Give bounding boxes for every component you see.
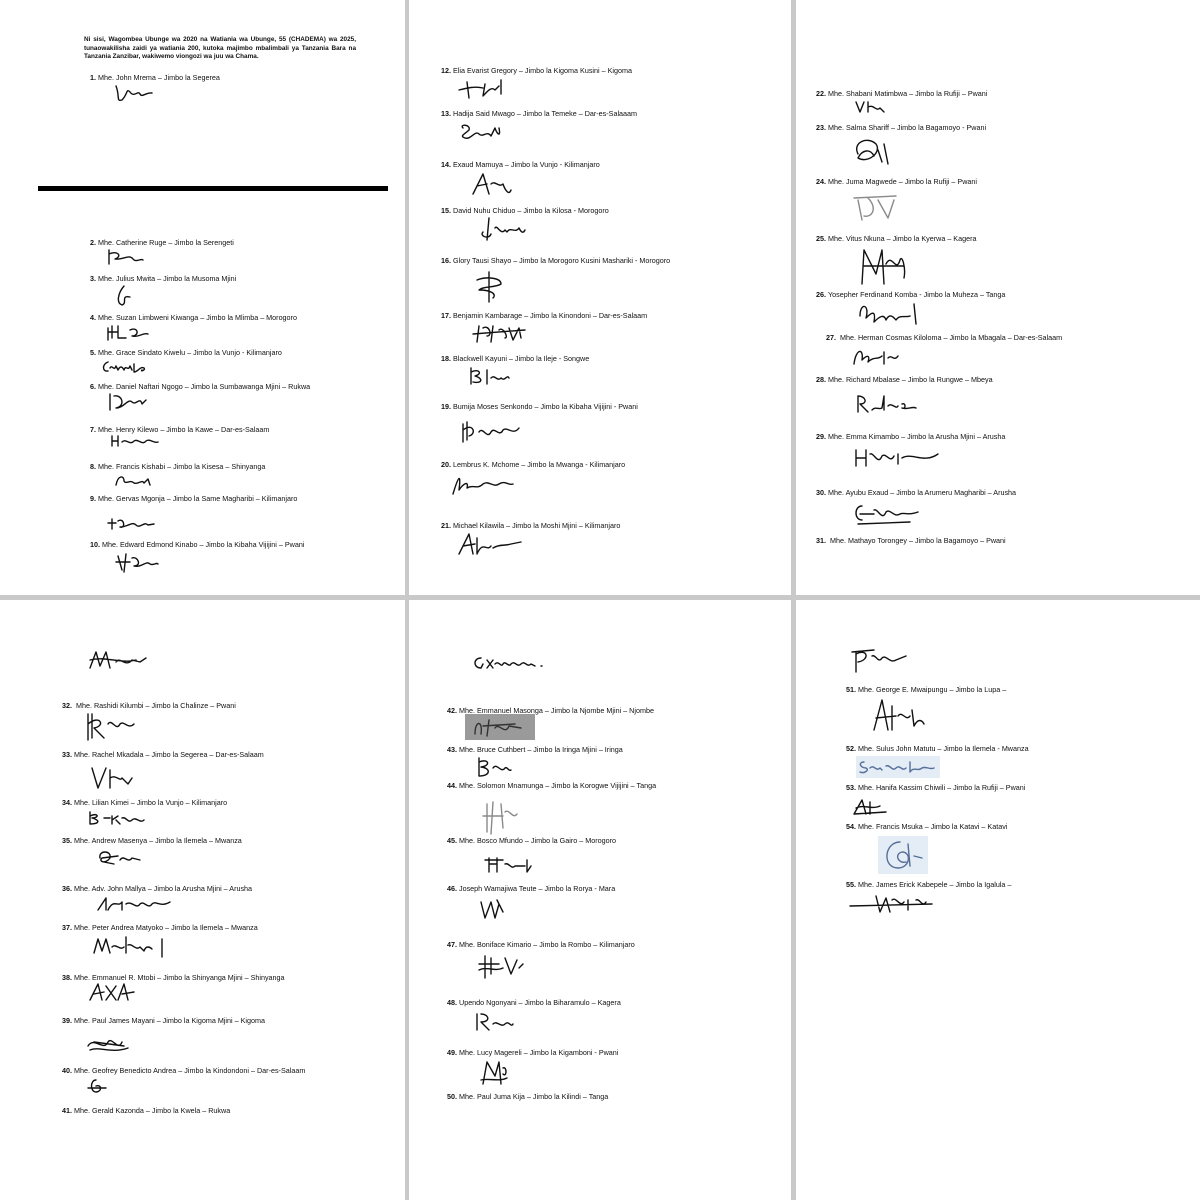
- signature-image: [868, 696, 928, 736]
- signature-image: [848, 344, 904, 368]
- signature-image: [465, 714, 535, 740]
- signatory-entry: 12. Elia Evarist Gregory – Jimbo la Kigoma Kusini – Kigoma: [441, 66, 632, 75]
- signatory-entry: 36. Mhe. Adv. John Mallya – Jimbo la Arusha Mjini – Arusha: [62, 884, 253, 893]
- signature-image: [475, 952, 527, 982]
- signatory-entry: 28. Mhe. Richard Mbalase – Jimbo la Rungwe – Mbeya: [816, 375, 993, 384]
- signatory-entry: 31. Mhe. Mathayo Torongey – Jimbo la Bagamoyo – Pwani: [816, 536, 1006, 545]
- signatory-entry: 10. Mhe. Edward Edmond Kinabo – Jimbo la Kibaha Vijijini – Pwani: [90, 540, 305, 549]
- document-page-6: [796, 600, 1200, 1200]
- signature-image: [471, 652, 551, 672]
- signature-image: [100, 356, 150, 376]
- signatory-entry: 18. Blackwell Kayuni – Jimbo la Ileje - Songwe: [441, 354, 590, 363]
- signatory-entry: 5. Mhe. Grace Sindato Kiwelu – Jimbo la Vunjo - Kilimanjaro: [90, 348, 282, 357]
- signature-image: [856, 244, 910, 290]
- signatory-entry: 15. David Nuhu Chiduo – Jimbo la Kilosa - Morogoro: [441, 206, 609, 215]
- signature-image: [878, 836, 928, 874]
- signature-image: [846, 890, 938, 916]
- signatory-entry: 49. Mhe. Lucy Magereli – Jimbo la Kigamboni - Pwani: [447, 1048, 619, 1057]
- signatory-entry: 24. Mhe. Juma Magwede – Jimbo la Rufiji – Pwani: [816, 177, 978, 186]
- signature-image: [852, 500, 922, 528]
- signatory-entry: 22. Mhe. Shabani Matimbwa – Jimbo la Rufiji – Pwani: [816, 89, 988, 98]
- signature-image: [483, 854, 539, 876]
- signature-image: [477, 214, 527, 244]
- signatory-entry: 30. Mhe. Ayubu Exaud – Jimbo la Arumeru Magharibi – Arusha: [816, 488, 1017, 497]
- document-page-4: [0, 600, 405, 1200]
- signatory-entry: 45. Mhe. Bosco Mfundo – Jimbo la Gairo – Morogoro: [447, 836, 617, 845]
- signature-image: [84, 1032, 134, 1058]
- signatory-entry: 35. Mhe. Andrew Masenya – Jimbo la Ilemela – Mwanza: [62, 836, 242, 845]
- signature-image: [856, 298, 922, 328]
- signatory-entry: 54. Mhe. Francis Msuka – Jimbo la Katavi – Katavi: [846, 822, 1008, 831]
- signature-image: [465, 364, 515, 390]
- document-page-1: [0, 0, 405, 595]
- signatory-entry: 46. Joseph Wamajiwa Teute – Jimbo la Rorya - Mara: [447, 884, 616, 893]
- signature-image: [88, 764, 136, 792]
- signatory-entry: 41. Mhe. Gerald Kazonda – Jimbo la Kwela – Rukwa: [62, 1106, 231, 1115]
- signatory-entry: 29. Mhe. Emma Kimambo – Jimbo la Arusha Mjini – Arusha: [816, 432, 1006, 441]
- signature-image: [104, 322, 150, 342]
- signature-image: [473, 754, 515, 780]
- signatory-entry: 27. Mhe. Herman Cosmas Kiloloma – Jimbo la Mbagala – Dar-es-Salaam: [826, 333, 1063, 342]
- signatory-entry: 8. Mhe. Francis Kishabi – Jimbo la Kisesa – Shinyanga: [90, 462, 266, 471]
- signature-image: [108, 283, 140, 309]
- signatory-entry: 33. Mhe. Rachel Mkadala – Jimbo la Segerea – Dar-es-Salaam: [62, 750, 264, 759]
- document-page-5: [409, 600, 791, 1200]
- signature-image: [469, 170, 515, 198]
- signatory-entry: 34. Mhe. Lilian Kimei – Jimbo la Vunjo – Kilimanjaro: [62, 798, 228, 807]
- signature-image: [106, 513, 158, 533]
- signature-image: [856, 756, 940, 778]
- signatory-entry: 16. Glory Tausi Shayo – Jimbo la Morogoro Kusini Mashariki - Morogoro: [441, 256, 671, 265]
- horizontal-separator: [38, 186, 388, 191]
- signatory-entry: 42. Mhe. Emmanuel Masonga – Jimbo la Njombe Mjini – Njombe: [447, 706, 654, 715]
- signatory-entry: 39. Mhe. Paul James Mayani – Jimbo la Kigoma Mjini – Kigoma: [62, 1016, 265, 1025]
- signatory-entry: 37. Mhe. Peter Andrea Matyoko – Jimbo la Ilemela – Mwanza: [62, 923, 258, 932]
- signatory-entry: 52. Mhe. Sulus John Matutu – Jimbo la Ilemela - Mwanza: [846, 744, 1029, 753]
- signatory-entry: 40. Mhe. Geofrey Benedicto Andrea – Jimbo la Kindondoni – Dar-es-Salaam: [62, 1066, 306, 1075]
- signatory-entry: 7. Mhe. Henry Kilewo – Jimbo la Kawe – Dar-es-Salaam: [90, 425, 270, 434]
- signatory-entry: 1. Mhe. John Mrema – Jimbo la Segerea: [90, 73, 220, 82]
- signature-image: [848, 134, 896, 170]
- signatory-entry: 17. Benjamin Kambarage – Jimbo la Kinondoni – Dar-es-Salaam: [441, 311, 648, 320]
- signature-image: [112, 550, 160, 576]
- signature-image: [850, 794, 890, 820]
- signature-image: [449, 470, 519, 498]
- signatory-entry: 2. Mhe. Catherine Ruge – Jimbo la Serengeti: [90, 238, 234, 247]
- signature-image: [471, 1010, 515, 1034]
- signatory-entry: 3. Mhe. Julius Mwita – Jimbo la Musoma Mjini: [90, 274, 237, 283]
- signatory-entry: 53. Mhe. Hanifa Kassim Chiwili – Jimbo la Rufiji – Pwani: [846, 783, 1026, 792]
- signatory-entry: 43. Mhe. Bruce Cuthbert – Jimbo la Iringa Mjini – Iringa: [447, 745, 623, 754]
- signatory-entry: 9. Mhe. Gervas Mgonja – Jimbo la Same Magharibi – Kilimanjaro: [90, 494, 298, 503]
- signature-image: [112, 471, 156, 489]
- signatory-entry: 55. Mhe. James Erick Kabepele – Jimbo la Igalula –: [846, 880, 1012, 889]
- signature-image: [86, 1076, 108, 1096]
- signatory-entry: 14. Exaud Mamuya – Jimbo la Vunjo - Kilimanjaro: [441, 160, 600, 169]
- signature-image: [86, 980, 140, 1006]
- signatory-entry: 44. Mhe. Solomon Mnamunga – Jimbo la Korogwe Vijijini – Tanga: [447, 781, 657, 790]
- signature-image: [455, 120, 505, 146]
- signature-image: [457, 418, 529, 448]
- signatory-entry: 4. Mhe. Suzan Limbweni Kiwanga – Jimbo la Mlimba – Morogoro: [90, 313, 297, 322]
- signature-image: [86, 646, 150, 674]
- document-page-2: [409, 0, 791, 595]
- signature-image: [455, 76, 511, 102]
- intro-paragraph: Ni sisi, Wagombea Ubunge wa 2020 na Watiania wa Ubunge, 55 (CHADEMA) wa 2025, tunaowakilisha zaidi ya watiania 200, kutoka majimbo mbalimbali ya Tanzania Bara na Tanzania Zanzibar, wakiwemo viongozi wa juu wa Chama.: [84, 36, 356, 61]
- signatory-entry: 47. Mhe. Boniface Kimario – Jimbo la Rombo – Kilimanjaro: [447, 940, 635, 949]
- signature-image: [848, 188, 904, 224]
- signature-image: [104, 390, 150, 414]
- signatory-entry: 21. Michael Kilawila – Jimbo la Moshi Mjini – Kilimanjaro: [441, 521, 621, 530]
- signature-image: [850, 646, 912, 676]
- signature-image: [852, 444, 942, 470]
- signatory-entry: 48. Upendo Ngonyani – Jimbo la Biharamulo – Kagera: [447, 998, 621, 1007]
- signature-image: [475, 896, 507, 922]
- signature-image: [469, 320, 533, 346]
- document-page-3: [796, 0, 1200, 595]
- signatory-entry: 20. Lembrus K. Mchome – Jimbo la Mwanga - Kilimanjaro: [441, 460, 626, 469]
- signature-image: [471, 268, 507, 306]
- signatory-entry: 32. Mhe. Rashidi Kilumbi – Jimbo la Chalinze – Pwani: [62, 701, 236, 710]
- signature-image: [854, 392, 920, 416]
- signature-image: [82, 710, 138, 744]
- signature-image: [455, 530, 525, 560]
- signatory-entry: 23. Mhe. Salma Shariff – Jimbo la Bagamoyo - Pwani: [816, 123, 987, 132]
- signature-image: [108, 432, 160, 450]
- signatory-entry: 26. Yosepher Ferdinand Komba - Jimbo la Muheza – Tanga: [816, 290, 1006, 299]
- signature-image: [103, 246, 145, 268]
- signature-image: [112, 82, 156, 106]
- signatory-entry: 51. Mhe. George E. Mwaipungu – Jimbo la Lupa –: [846, 685, 1007, 694]
- signature-image: [479, 798, 523, 838]
- signature-image: [94, 894, 174, 918]
- signatory-entry: 13. Hadija Said Mwago – Jimbo la Temeke – Dar-es-Salaaam: [441, 109, 638, 118]
- signature-image: [852, 98, 888, 116]
- signatory-entry: 50. Mhe. Paul Juma Kija – Jimbo la Kilindi – Tanga: [447, 1092, 609, 1101]
- signature-image: [84, 808, 150, 828]
- signatory-entry: 38. Mhe. Emmanuel R. Mtobi – Jimbo la Shinyanga Mjini – Shinyanga: [62, 973, 285, 982]
- signatory-entry: 25. Mhe. Vitus Nkuna – Jimbo la Kyerwa – Kagera: [816, 234, 977, 243]
- signature-image: [94, 846, 146, 868]
- signatory-entry: 6. Mhe. Daniel Naftari Ngogo – Jimbo la Sumbawanga Mjini – Rukwa: [90, 382, 311, 391]
- signature-image: [90, 933, 180, 961]
- signatory-entry: 19. Bumija Moses Senkondo – Jimbo la Kibaha Vijijini - Pwani: [441, 402, 638, 411]
- signature-image: [477, 1056, 511, 1090]
